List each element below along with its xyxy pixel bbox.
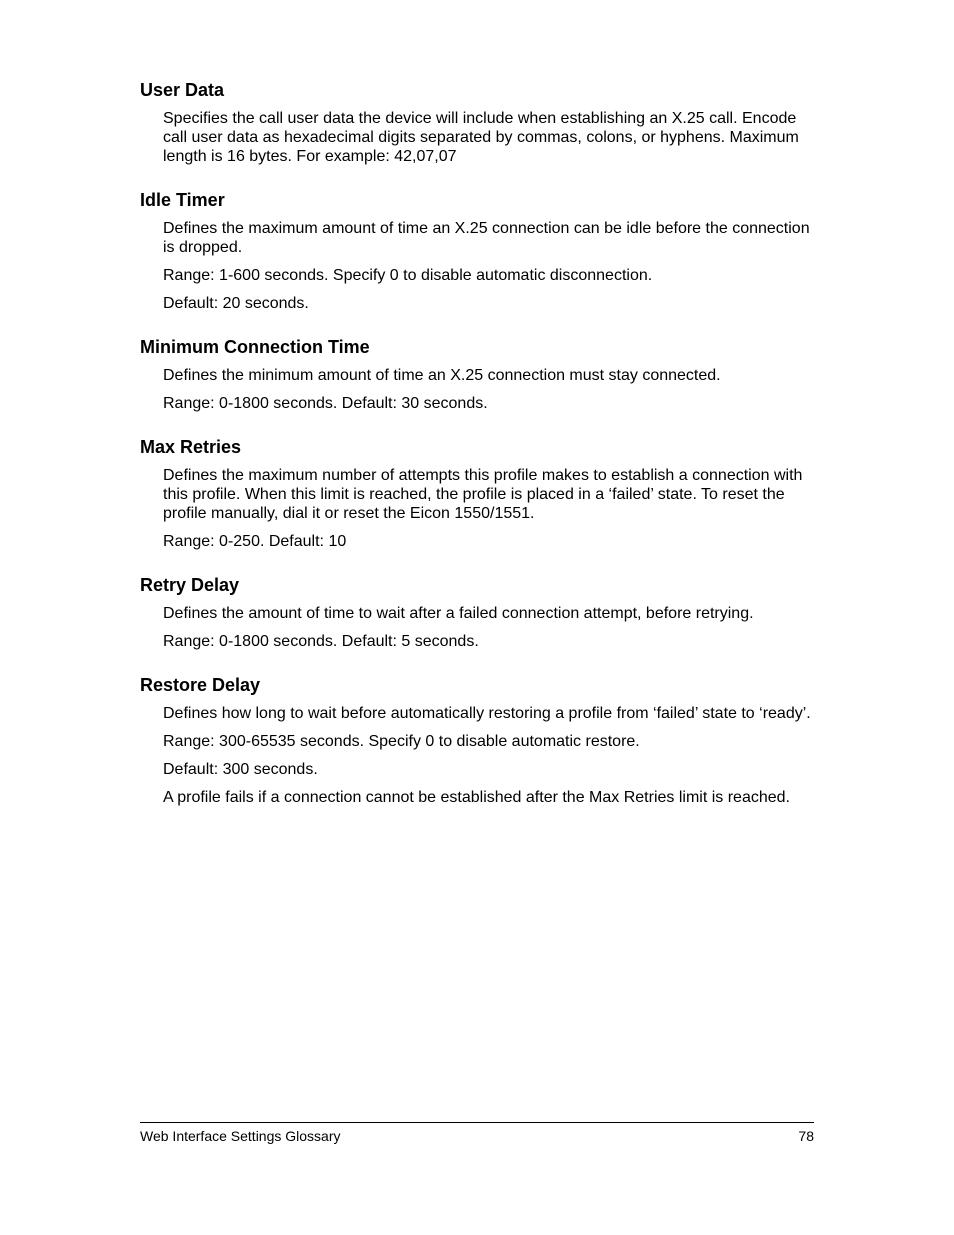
section-minimum-connection-time xyxy=(140,336,820,413)
paragraph: Defines the minimum amount of time an X.25 connection must stay connected. xyxy=(163,367,721,384)
paragraph: Defines the maximum amount of time an X.25 connection can be idle before the connection is dropped. xyxy=(163,220,810,256)
paragraph: A profile fails if a connection cannot be established after the Max Retries limit is reached. xyxy=(163,789,790,806)
section-title-idle-timer: Idle Timer xyxy=(140,190,225,210)
paragraph: Range: 0-1800 seconds. Default: 30 seconds. xyxy=(163,395,488,412)
paragraph: Range: 0-250. Default: 10 xyxy=(163,533,347,550)
paragraph: Range: 300-65535 seconds. Specify 0 to disable automatic restore. xyxy=(163,733,640,750)
section-idle-timer xyxy=(140,189,820,313)
paragraph: Specifies the call user data the device will include when establishing an X.25 call. Encode call user data as hexadecimal digits separated by commas, colons, or hyphens. Maximum length is 16 bytes. For example: 42,07,07 xyxy=(163,110,799,165)
paragraph: Defines how long to wait before automatically restoring a profile from ‘failed’ state to ‘ready’. xyxy=(163,705,811,722)
section-user-data xyxy=(140,79,820,166)
page-number: 78 xyxy=(798,1128,814,1144)
paragraph: Defines the amount of time to wait after a failed connection attempt, before retrying. xyxy=(163,605,754,622)
page-content xyxy=(140,79,820,830)
section-restore-delay xyxy=(140,674,820,807)
section-max-retries xyxy=(140,436,820,551)
footer-divider xyxy=(140,1122,814,1123)
paragraph: Defines the maximum number of attempts this profile makes to establish a connection with this profile. When this limit is reached, the profile is placed in a ‘failed’ state. To reset the profile manually, dial it or reset the Eicon 1550/1551. xyxy=(163,467,803,522)
section-title-user-data: User Data xyxy=(140,80,225,100)
paragraph: Range: 0-1800 seconds. Default: 5 seconds. xyxy=(163,633,479,650)
section-title-retry-delay: Retry Delay xyxy=(140,575,240,595)
section-title-restore-delay: Restore Delay xyxy=(140,675,261,695)
section-retry-delay xyxy=(140,574,820,651)
section-title-minimum-connection-time: Minimum Connection Time xyxy=(140,337,370,357)
paragraph: Default: 20 seconds. xyxy=(163,295,309,312)
footer-title: Web Interface Settings Glossary xyxy=(140,1128,341,1144)
paragraph: Default: 300 seconds. xyxy=(163,761,318,778)
section-title-max-retries: Max Retries xyxy=(140,437,242,457)
paragraph: Range: 1-600 seconds. Specify 0 to disable automatic disconnection. xyxy=(163,267,653,284)
